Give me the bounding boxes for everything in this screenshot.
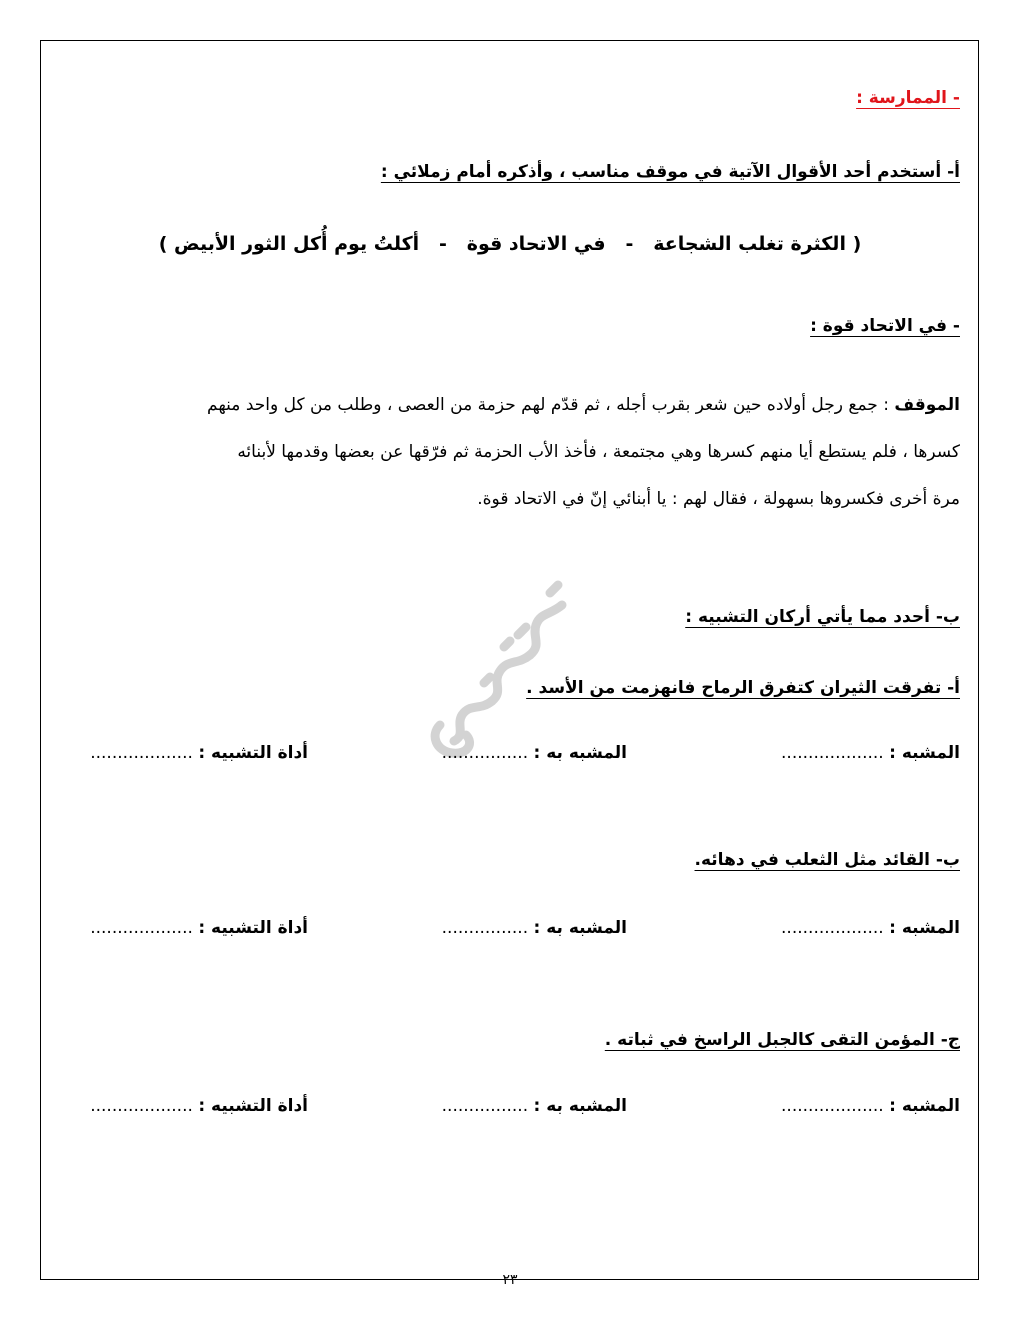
answer-blank: ...................	[781, 918, 884, 938]
mushabbah-bih-field[interactable]	[442, 918, 627, 938]
task-b-title: ب- أحدد مما يأتي أركان التشبيه :	[685, 607, 960, 627]
simile-item-c: ج- المؤمن التقى كالجبل الراسخ في ثباته .	[604, 1030, 960, 1050]
mushabbah-field[interactable]	[781, 743, 960, 763]
mushabbah-label: المشبه :	[889, 1096, 960, 1116]
adah-field[interactable]	[90, 743, 308, 763]
proverb-2: في الاتحاد قوة	[466, 233, 606, 255]
proverbs-open-paren: (	[852, 233, 862, 255]
answer-blank: ................	[441, 743, 529, 763]
watermark-calligraphy	[400, 575, 600, 765]
chosen-proverb-heading: - في الاتحاد قوة :	[810, 316, 960, 336]
proverbs-list	[0, 233, 1020, 255]
answer-row-b	[62, 918, 960, 942]
mushabbah-bih-label: المشبه به :	[533, 918, 627, 938]
adah-label: أداة التشبيه :	[198, 918, 308, 938]
proverb-1: الكثرة تغلب الشجاعة	[653, 233, 846, 255]
mushabbah-bih-label: المشبه به :	[533, 1096, 627, 1116]
mushabbah-field[interactable]	[781, 918, 960, 938]
situation-label: الموقف	[894, 395, 960, 415]
mushabbah-label: المشبه :	[889, 918, 960, 938]
proverb-separator: -	[625, 233, 634, 255]
answer-row-a	[62, 743, 960, 767]
mushabbah-bih-field[interactable]	[442, 1096, 627, 1116]
situation-text-1: : جمع رجل أولاده حين شعر بقرب أجله ، ثم قدّم لهم حزمة من العصى ، وطلب من كل واحد منهم	[207, 395, 889, 415]
answer-row-c	[62, 1096, 960, 1120]
answer-blank: ...................	[781, 743, 884, 763]
mushabbah-label: المشبه :	[889, 743, 960, 763]
answer-blank: ................	[441, 1096, 529, 1116]
proverb-3: أكلتُ يوم أُكل الثور الأبيض	[174, 233, 420, 255]
adah-field[interactable]	[90, 918, 308, 938]
answer-blank: ...................	[90, 1096, 193, 1116]
mushabbah-field[interactable]	[781, 1096, 960, 1116]
adah-label: أداة التشبيه :	[198, 743, 308, 763]
page-number: ٢٣	[502, 1272, 518, 1288]
simile-item-a: أ- تفرقت الثيران كتفرق الرماح فانهزمت من الأسد .	[526, 678, 960, 698]
situation-line-3: مرة أخرى فكسروها بسهولة ، فقال لهم : يا أبنائي إنّ في الاتحاد قوة.	[477, 489, 960, 509]
section-heading: - الممارسة :	[856, 88, 960, 108]
answer-blank: ...................	[781, 1096, 884, 1116]
situation-line-1	[80, 382, 960, 429]
proverb-separator: -	[439, 233, 447, 255]
mushabbah-bih-label: المشبه به :	[533, 743, 627, 763]
situation-paragraph	[80, 382, 960, 523]
adah-field[interactable]	[90, 1096, 308, 1116]
mushabbah-bih-field[interactable]	[442, 743, 627, 763]
adah-label: أداة التشبيه :	[198, 1096, 308, 1116]
answer-blank: ...................	[90, 743, 193, 763]
simile-item-b: ب- القائد مثل الثعلب في دهائه.	[694, 850, 960, 870]
answer-blank: ...................	[90, 918, 193, 938]
task-a-title: أ- أستخدم أحد الأقوال الآتية في موقف مناسب ، وأذكره أمام زملائي :	[380, 162, 960, 182]
answer-blank: ................	[441, 918, 529, 938]
proverbs-close-paren: )	[158, 233, 168, 255]
situation-line-2: كسرها ، فلم يستطع أيا منهم كسرها وهي مجتمعة ، فأخذ الأب الحزمة ثم فرّقها عن بعضها وقدمها لأبنائه	[237, 442, 960, 462]
